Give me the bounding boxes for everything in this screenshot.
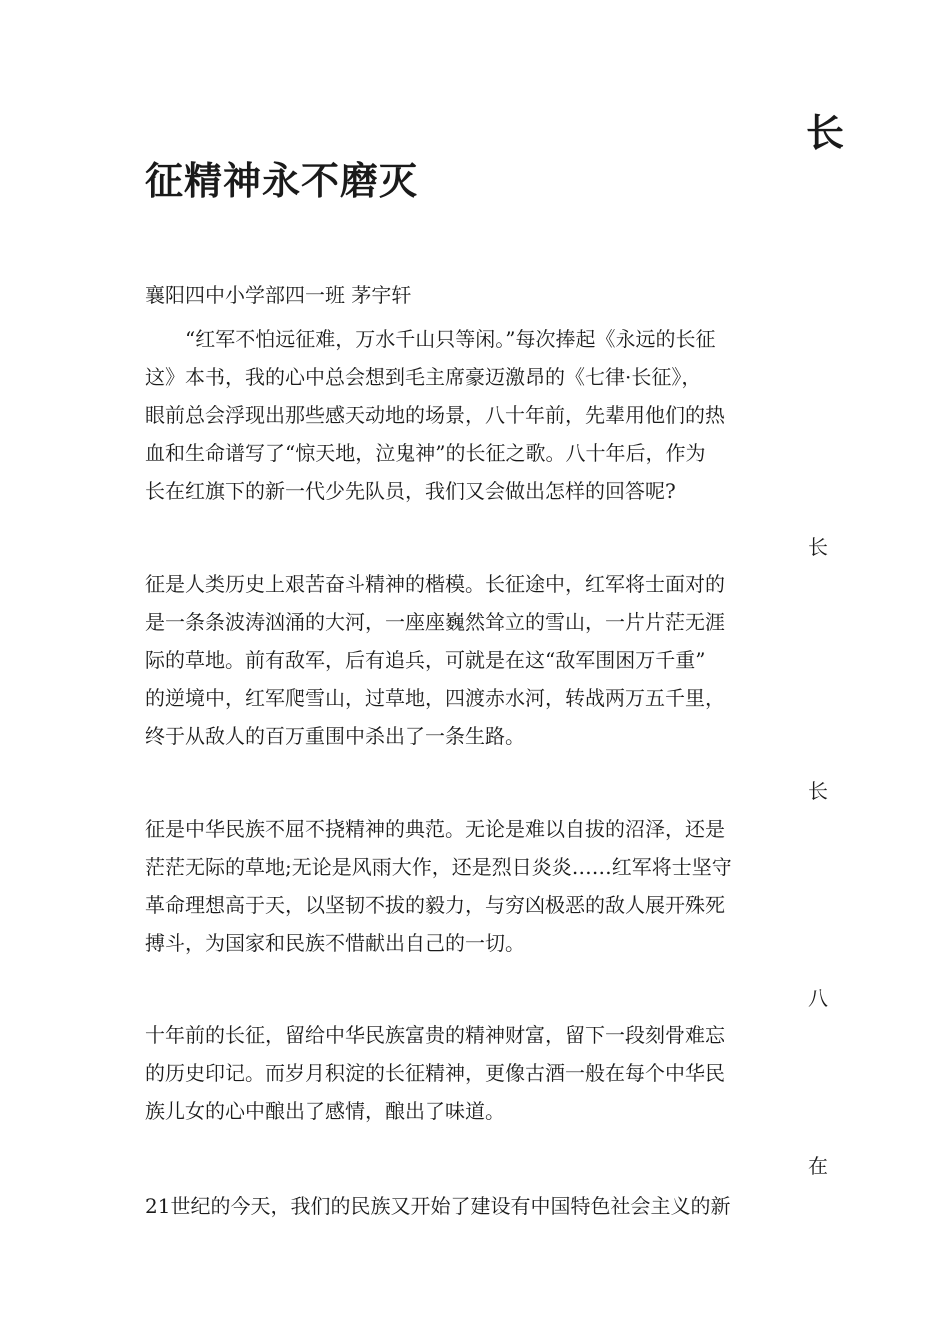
paragraph-1 — [145, 320, 810, 510]
paragraph-line: 21世纪的今天，我们的民族又开始了建设有中国特色社会主义的新 — [145, 1194, 731, 1218]
paragraph-line: “红军不怕远征难，万水千山只等闲。”每次捧起《永远的长征 — [145, 327, 716, 351]
paragraph-line: 终于从敌人的百万重围中杀出了一条生路。 — [145, 724, 525, 748]
paragraph-lead-char: 在 — [808, 1154, 828, 1178]
paragraph-line: 这》本书，我的心中总会想到毛主席豪迈激昂的《七律·长征》， — [145, 365, 702, 389]
paragraph-line: 征是中华民族不屈不挠精神的典范。无论是难以自拔的沼泽，还是 — [145, 817, 725, 841]
title-first-char: 长 — [806, 110, 845, 155]
paragraph-line: 际的草地。前有敌军，后有追兵，可就是在这“敌军围困万千重” — [145, 648, 706, 672]
paragraph-2 — [145, 565, 810, 755]
paragraph-4 — [145, 1016, 810, 1130]
paragraph-lead-char: 长 — [808, 779, 828, 803]
paragraph-line: 征是人类历史上艰苦奋斗精神的楷模。长征途中，红军将士面对的 — [145, 572, 725, 596]
paragraph-3 — [145, 810, 810, 962]
paragraph-line: 革命理想高于天，以坚韧不拔的毅力，与穷凶极恶的敌人展开殊死 — [145, 893, 725, 917]
paragraph-line: 眼前总会浮现出那些感天动地的场景，八十年前，先辈用他们的热 — [145, 403, 725, 427]
paragraph-line: 的逆境中，红军爬雪山，过草地，四渡赤水河，转战两万五千里， — [145, 686, 725, 710]
paragraph-line: 血和生命谱写了“惊天地，泣鬼神”的长征之歌。八十年后，作为 — [145, 441, 706, 465]
page-title: 征精神永不磨灭 — [145, 158, 419, 203]
author-line: 襄阳四中小学部四一班 茅宇轩 — [145, 283, 412, 307]
paragraph-line: 族儿女的心中酿出了感情，酿出了味道。 — [145, 1099, 505, 1123]
paragraph-line: 十年前的长征，留给中华民族富贵的精神财富，留下一段刻骨难忘 — [145, 1023, 725, 1047]
paragraph-lead-char: 长 — [808, 535, 828, 559]
paragraph-5 — [145, 1187, 810, 1225]
paragraph-line: 长在红旗下的新一代少先队员，我们又会做出怎样的回答呢? — [145, 479, 676, 503]
paragraph-line: 是一条条波涛汹涌的大河，一座座巍然耸立的雪山，一片片茫无涯 — [145, 610, 725, 634]
paragraph-lead-char: 八 — [808, 986, 828, 1010]
paragraph-line: 的历史印记。而岁月积淀的长征精神，更像古酒一般在每个中华民 — [145, 1061, 725, 1085]
paragraph-line: 搏斗，为国家和民族不惜献出自己的一切。 — [145, 931, 525, 955]
paragraph-line: 茫茫无际的草地;无论是风雨大作，还是烈日炎炎……红军将士坚守 — [145, 855, 732, 879]
